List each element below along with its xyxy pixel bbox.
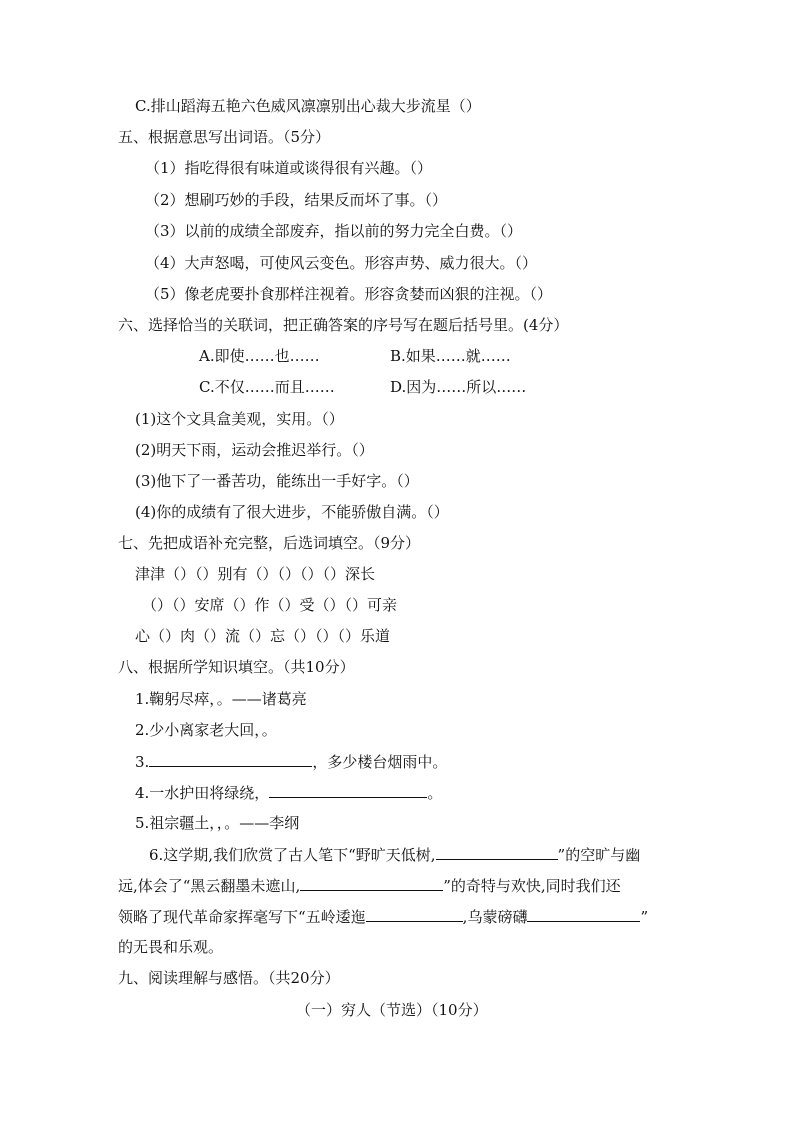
section-6-title: 六、选择恰当的关联词，把正确答案的序号写在题后括号里。(4分）	[118, 316, 569, 334]
s9-subtitle: （一）穷人（节选）（10分）	[296, 1001, 488, 1019]
option-c-line: C.排山蹈海五艳六色威风凛凛别出心裁大步流星（）	[135, 97, 481, 115]
section-7-title: 七、先把成语补充完整，后选词填空。（9分）	[118, 534, 421, 552]
s8-q2: 2.少小离家老大回，。	[135, 721, 277, 739]
s6-item-2: (2)明天下雨，运动会推迟举行。（）	[135, 441, 374, 459]
blank-q6-2[interactable]	[300, 875, 443, 891]
s8-q6-line4: 的无畏和乐观。	[118, 938, 224, 956]
s8-q3: 3. ，多少楼台烟雨中。	[135, 753, 448, 771]
s6-option-c: C.不仅……而且……	[199, 378, 335, 396]
s5-item-4: （4）大声怒喝，可使风云变色。形容声势、威力很大。（）	[145, 254, 538, 272]
s7-row-1: 津津（）（）别有（）（）（）（）深长	[135, 565, 376, 583]
s8-q1: 1.鞠躬尽瘁，。——诸葛亮	[135, 690, 307, 708]
s6-option-b: B.如果……就……	[390, 347, 511, 365]
s6-option-a: A.即使……也……	[199, 347, 320, 365]
blank-q6-3[interactable]	[366, 906, 463, 922]
blank-q6-4[interactable]	[527, 906, 640, 922]
s8-q4: 4.一水护田将绿绕， 。	[135, 784, 443, 802]
s6-item-4: (4)你的成绩有了很大进步，不能骄傲自满。（）	[135, 503, 449, 521]
s7-row-3: 心（）肉（）流（）忘（）（）（）乐道	[135, 627, 391, 645]
blank-q6-1[interactable]	[436, 844, 558, 860]
s8-q6-line1: 6.这学期,我们欣赏了古人笔下“野旷天低树, ”的空旷与幽	[149, 846, 641, 864]
s8-q6-line2: 远,体会了“黑云翻墨未遮山, ”的奇特与欢快,同时我们还	[118, 877, 621, 895]
s8-q6-line3: 领略了现代革命家挥毫写下“五岭逶迤 ,乌蒙磅礴 ”	[118, 908, 649, 926]
s6-option-d: D.因为……所以……	[390, 378, 527, 396]
s6-item-1: (1)这个文具盒美观，实用。（）	[135, 410, 344, 428]
s5-item-2: （2）想刷巧妙的手段，结果反而坏了事。（）	[145, 191, 448, 209]
section-8-title: 八、根据所学知识填空。（共10分）	[118, 658, 355, 676]
blank-q4[interactable]	[269, 782, 427, 798]
blank-q3[interactable]	[149, 751, 312, 767]
s5-item-1: （1）指吃得很有味道或谈得很有兴趣。（）	[145, 159, 433, 177]
s8-q5: 5.祖宗疆土，，。——李纲	[135, 814, 300, 832]
section-5-title: 五、根据意思写出词语。（5分）	[118, 128, 331, 146]
s5-item-3: （3）以前的成绩全部废弃，指以前的努力完全白费。（）	[145, 222, 523, 240]
s7-row-2: （）（）安席（）作（）受（）（）可亲	[142, 596, 398, 614]
s5-item-5: （5）像老虎要扑食那样注视着。形容贪婪而凶狠的注视。（）	[145, 285, 553, 303]
section-9-title: 九、阅读理解与感悟。（共20分）	[118, 969, 340, 987]
s6-item-3: (3)他下了一番苦功，能练出一手好字。（）	[135, 472, 419, 490]
